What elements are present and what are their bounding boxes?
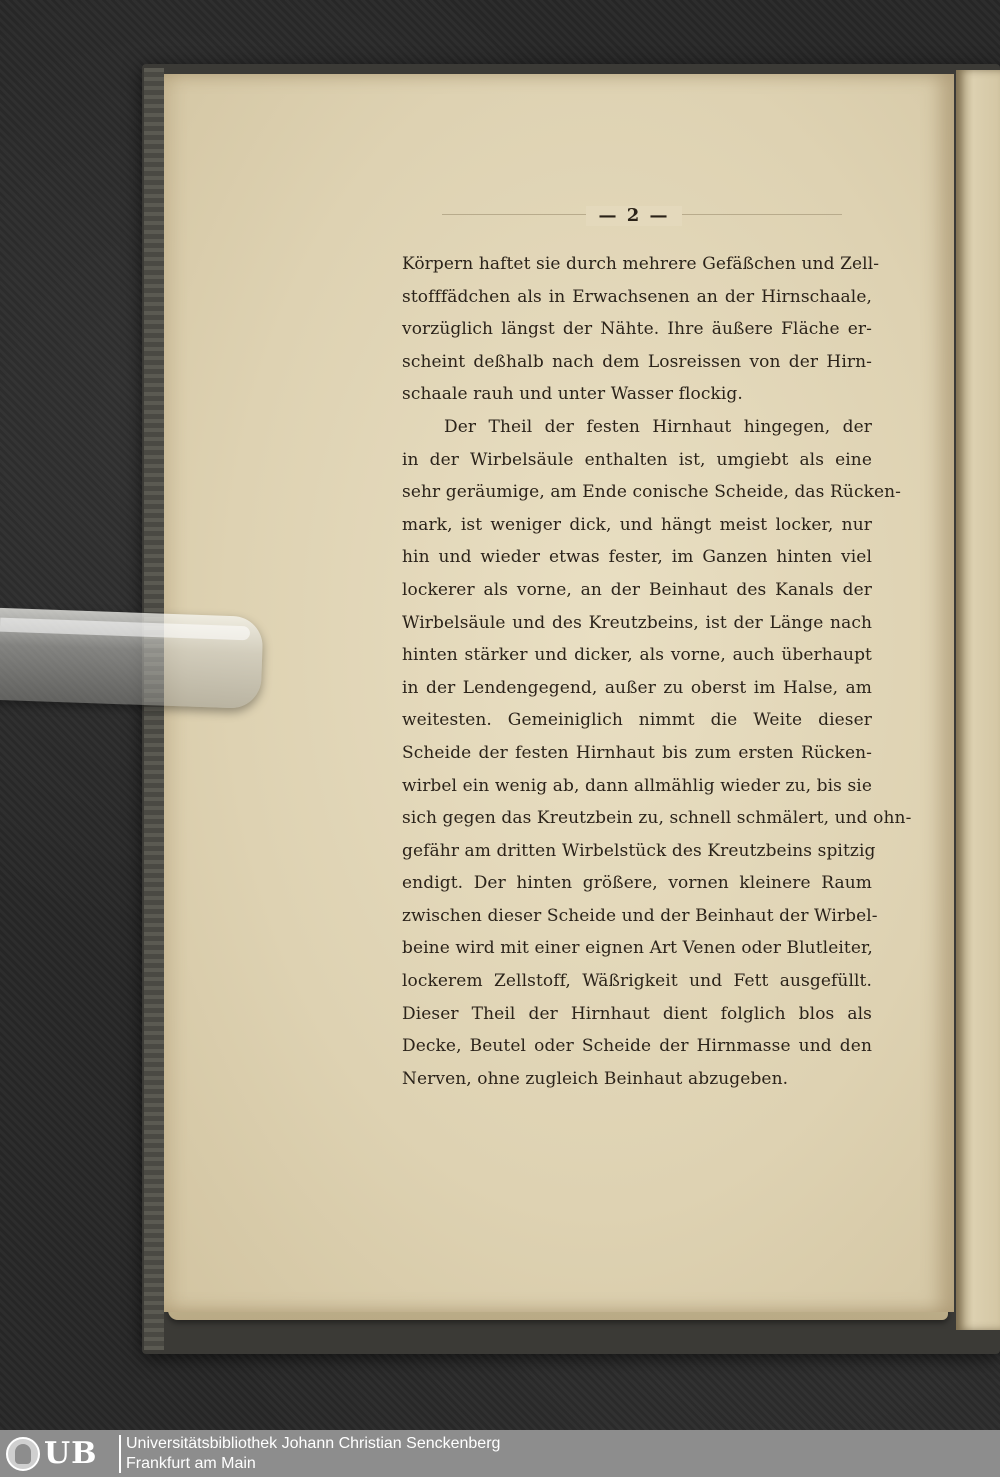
text-line: sich gegen das Kreutzbein zu, schnell schmälert, und ohn- <box>402 808 912 829</box>
text-line: Nerven, ohne zugleich Beinhaut abzugeben. <box>402 1068 789 1089</box>
text-line: endigt. Der hinten größere, vornen kleinere Raum <box>402 873 872 894</box>
text-line: Decke, Beutel oder Scheide der Hirnmasse und den <box>402 1036 872 1057</box>
text-line: Scheide der festen Hirnhaut bis zum ersten Rücken- <box>402 742 872 763</box>
text-line: hinten stärker und dicker, als vorne, auch überhaupt <box>402 645 872 666</box>
text-line: scheint deßhalb nach dem Losreissen von der Hirn- <box>402 351 872 372</box>
text-line: Wirbelsäule und des Kreutzbeins, ist der Länge nach <box>402 612 872 633</box>
text-line: in der Lendengegend, außer zu oberst im Halse, am <box>402 677 872 698</box>
library-logo <box>6 1434 116 1474</box>
page-text <box>402 248 912 1095</box>
text-line: mark, ist weniger dick, und hängt meist locker, nur <box>402 514 872 535</box>
logo-text: UB <box>44 1436 98 1471</box>
footer-divider <box>119 1435 121 1473</box>
text-line: lockerer als vorne, an der Beinhaut des Kanals der <box>402 579 872 600</box>
text-line: Dieser Theil der Hirnhaut dient folglich blos als <box>402 1003 872 1024</box>
footer-institution <box>126 1434 500 1474</box>
text-line: beine wird mit einer eignen Art Venen oder Blutleiter, <box>402 938 873 959</box>
text-line: lockerem Zellstoff, Wäßrigkeit und Fett ausgefüllt. <box>402 971 872 992</box>
institution-city: Frankfurt am Main <box>126 1455 256 1472</box>
text-line: zwischen dieser Scheide und der Beinhaut der Wirbel- <box>402 905 878 926</box>
facing-page-edge <box>956 70 1000 1330</box>
text-line: Körpern haftet sie durch mehrere Gefäßchen und Zell- <box>402 254 880 274</box>
page-number: — 2 — <box>586 206 682 226</box>
text-line: gefähr am dritten Wirbelstück des Kreutzbeins spitzig <box>402 840 876 861</box>
text-line: schaale rauh und unter Wasser flockig. <box>402 384 743 405</box>
footer-bar <box>0 1430 1000 1477</box>
cover-edge <box>144 68 164 1350</box>
text-line: weitesten. Gemeiniglich nimmt die Weite dieser <box>402 710 872 731</box>
text-line: in der Wirbelsäule enthalten ist, umgiebt als eine <box>402 449 872 470</box>
text-line: sehr geräumige, am Ende conische Scheide, das Rücken- <box>402 482 902 503</box>
institution-name: Universitätsbibliothek Johann Christian Senckenberg <box>126 1435 501 1452</box>
text-line: vorzüglich längst der Nähte. Ihre äußere Fläche er- <box>402 319 872 340</box>
seal-portrait <box>15 1444 31 1464</box>
text-line: hin und wieder etwas fester, im Ganzen hinten viel <box>402 547 872 568</box>
text-line: wirbel ein wenig ab, dann allmählig wieder zu, bis sie <box>402 775 872 796</box>
text-line: Der Theil der festen Hirnhaut hingegen, der <box>444 416 872 437</box>
seal-icon <box>6 1437 40 1471</box>
text-line: stofffädchen als in Erwachsenen an der Hirnschaale, <box>402 286 872 307</box>
